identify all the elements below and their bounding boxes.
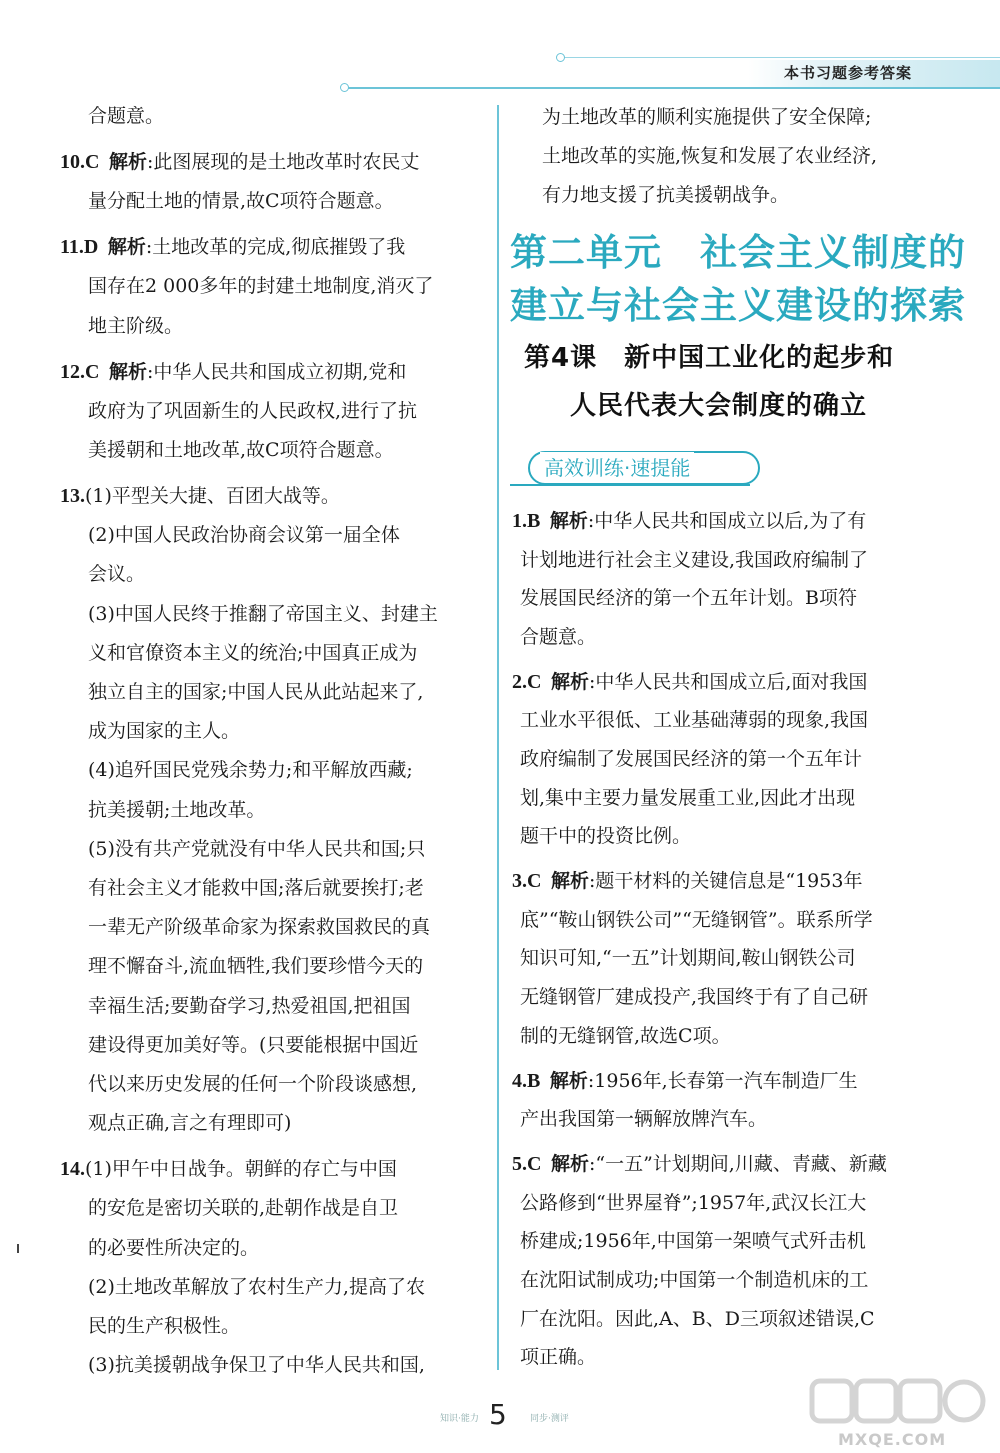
left-line (88, 1110, 291, 1136)
answer-text: 幸福生活;要勤奋学习,热爱祖国,把祖国 (88, 994, 411, 1017)
left-line (88, 188, 394, 214)
right-line (520, 547, 868, 573)
answer-text: 计划地进行社会主义建设,我国政府编制了 (520, 548, 869, 571)
right-line (520, 945, 856, 971)
answer-text: 项正确。 (520, 1346, 597, 1369)
answer-text: 量分配土地的情景,故C项符合题意。 (88, 190, 394, 213)
footer-right: 同步·测评 (530, 1414, 569, 1424)
answer-text: 地主阶级。 (88, 314, 184, 337)
answer-text: 代以来历史发展的任何一个阶段谈感想, (88, 1073, 418, 1095)
left-line (60, 149, 419, 175)
answer-text: (1)平型关大捷、百团大战等。 (85, 485, 340, 507)
answer-text: 抗美援朝;土地改革。 (88, 798, 266, 821)
question-number: 13. (60, 485, 85, 507)
answer-text: :1956年,长春第一汽车制造厂生 (587, 1069, 858, 1092)
answer-text: (3)中国人民终于推翻了帝国主义、封建主 (88, 602, 438, 625)
answer-text: 建设得更加美好等。(只要能根据中国近 (88, 1033, 419, 1056)
answer-text: 政府为了巩固新生的人民政权,进行了抗 (88, 399, 418, 422)
left-line (88, 398, 417, 424)
answer-text: 无缝钢管厂建成投产,我国终于有了自己研 (520, 986, 869, 1008)
right-intro-line: 有力地支援了抗美援朝战争。 (542, 184, 790, 206)
header-dot (556, 53, 565, 62)
answer-text: :土地改革的完成,彻底摧毁了我 (145, 236, 406, 259)
analysis-label: 解析 (550, 870, 589, 893)
answer-text: 工业水平很低、工业基础薄弱的现象,我国 (520, 709, 869, 732)
right-line (520, 907, 873, 933)
footer-left: 知识·能力 (440, 1414, 479, 1424)
analysis-label: 解析 (108, 151, 147, 173)
left-line (88, 914, 430, 940)
left-line (60, 234, 405, 260)
answer-text: (2)土地改革解放了农村生产力,提高了农 (88, 1275, 425, 1298)
answer-text: :此图展现的是土地改革时农民丈 (146, 151, 420, 173)
right-line (512, 508, 866, 534)
right-line (520, 1106, 767, 1132)
right-intro-line: 为土地改革的顺利实施提供了安全保障; (542, 106, 872, 128)
left-line (60, 483, 340, 509)
answer-text: (1)甲午中日战争。朝鲜的存亡与中国 (85, 1158, 397, 1181)
answer-text: 合题意。 (520, 625, 597, 648)
right-line (520, 1228, 866, 1254)
left-line (88, 437, 394, 463)
question-number: 14. (60, 1158, 85, 1181)
left-line (88, 993, 410, 1019)
question-number: 4.B (512, 1069, 541, 1092)
header-thin-rule (560, 57, 1000, 58)
analysis-label: 解析 (549, 510, 588, 532)
left-line (88, 1235, 259, 1261)
answer-text: 观点正确,言之有理即可) (88, 1112, 292, 1135)
left-line (88, 797, 265, 823)
page-number: 5 (489, 1398, 507, 1431)
header-rule (345, 87, 1000, 89)
question-number: 11.D (60, 236, 99, 259)
answer-text: 产出我国第一辆解放牌汽车。 (520, 1108, 768, 1131)
question-number: 5.C (512, 1153, 542, 1176)
left-line (88, 718, 240, 744)
left-line (88, 953, 423, 979)
answer-text: (2)中国人民政治协商会议第一届全体 (88, 524, 400, 547)
answer-text: 国存在2 000多年的封建土地制度,消灭了 (88, 275, 434, 298)
margin-tick (17, 1244, 19, 1253)
left-line (88, 561, 145, 587)
lesson-title-line-2: 人民代表大会制度的确立 (570, 391, 868, 421)
left-line (88, 1195, 398, 1221)
question-number: 12.C (60, 360, 100, 383)
answer-text: 有社会主义才能救中国;落后就要挨打;老 (88, 877, 424, 899)
answer-text: 一辈无产阶级革命家为探索救国救民的真 (88, 916, 431, 939)
left-line (88, 1352, 425, 1378)
right-line (520, 1267, 868, 1293)
analysis-label: 解析 (550, 670, 589, 693)
answer-text: 厂在沈阳。因此,A、B、D三项叙述错误,C (520, 1307, 875, 1330)
answer-text: 合题意。 (88, 105, 165, 127)
answer-text: 美援朝和土地改革,故C项符合题意。 (88, 439, 394, 461)
left-line (88, 679, 423, 705)
left-line (88, 522, 400, 548)
right-line (520, 1306, 875, 1332)
answer-text: :中华人民共和国成立以后,为了有 (587, 510, 867, 532)
right-line (520, 1344, 596, 1370)
left-line (88, 103, 164, 129)
answer-text: 政府编制了发展国民经济的第一个五年计 (520, 748, 863, 770)
question-number: 3.C (512, 870, 542, 893)
answer-text: 制的无缝钢管,故选C项。 (520, 1024, 731, 1047)
answer-text: 桥建成;1956年,中国第一架喷气式歼击机 (520, 1230, 866, 1253)
answer-text: 在沈阳试制成功;中国第一个制造机床的工 (520, 1269, 869, 1291)
answer-text: 知识可知,“一五”计划期间,鞍山钢铁公司 (520, 947, 856, 970)
header-title: 本书习题参考答案 (748, 60, 1000, 87)
left-line (60, 1156, 397, 1182)
left-line (88, 757, 413, 783)
answer-text: :中华人民共和国成立初期,党和 (146, 360, 407, 383)
answer-text: 题干中的投资比例。 (520, 825, 692, 848)
left-line (88, 313, 183, 339)
right-line (512, 1151, 887, 1177)
left-line (88, 1313, 240, 1339)
right-line (520, 1190, 866, 1216)
left-line (88, 836, 425, 862)
unit-title-line-2: 建立与社会主义建设的探索 (510, 284, 966, 327)
question-number: 2.C (512, 670, 542, 693)
left-line (88, 640, 417, 666)
right-line (520, 785, 855, 811)
analysis-label: 解析 (550, 1153, 589, 1176)
answer-text: 发展国民经济的第一个五年计划。B项符 (520, 587, 857, 610)
right-line (520, 984, 868, 1010)
answer-text: 独立自主的国家;中国人民从此站起来了, (88, 681, 424, 703)
question-number: 1.B (512, 510, 541, 532)
unit-title-line-1: 第二单元 社会主义制度的 (510, 231, 966, 274)
right-line (520, 746, 862, 772)
right-line (512, 868, 862, 894)
right-line (520, 585, 857, 611)
left-line (88, 273, 433, 299)
left-line (88, 1274, 425, 1300)
right-line (520, 707, 868, 733)
analysis-label: 解析 (107, 236, 146, 259)
left-line (88, 601, 438, 627)
answer-text: 的必要性所决定的。 (88, 1236, 260, 1259)
right-line (512, 669, 867, 695)
question-number: 10.C (60, 151, 100, 173)
analysis-label: 解析 (108, 360, 147, 383)
right-intro-line: 土地改革的实施,恢复和发展了农业经济, (542, 145, 878, 167)
answer-text: :“一五”计划期间,川藏、青藏、新藏 (588, 1153, 887, 1176)
watermark-text: MXQE.COM (838, 1430, 947, 1449)
answer-text: 公路修到“世界屋脊”;1957年,武汉长江大 (520, 1191, 867, 1214)
lesson-title-line-1: 第4课 新中国工业化的起步和 (524, 343, 895, 373)
answer-text: 民的生产积极性。 (88, 1315, 241, 1337)
answer-text: :题干材料的关键信息是“1953年 (588, 870, 863, 893)
right-line (512, 1068, 858, 1094)
left-line (88, 1071, 417, 1097)
left-line (88, 875, 424, 901)
left-line (88, 1032, 418, 1058)
right-line (520, 1023, 731, 1049)
section-tag-underline (510, 484, 750, 486)
answer-text: :中华人民共和国成立后,面对我国 (588, 670, 868, 693)
answer-text: 义和官僚资本主义的统治;中国真正成为 (88, 641, 418, 664)
answer-text: (5)没有共产党就没有中华人民共和国;只 (88, 837, 426, 860)
header-dot (340, 83, 349, 92)
answer-text: 底”“鞍山钢铁公司”“无缝钢管”。联系所学 (520, 908, 873, 931)
answer-text: 的安危是密切关联的,赴朝作战是自卫 (88, 1197, 399, 1220)
answer-text: (3)抗美援朝战争保卫了中华人民共和国, (88, 1354, 425, 1377)
answer-text: 成为国家的主人。 (88, 720, 241, 743)
answer-text: 理不懈奋斗,流血牺牲,我们要珍惜今天的 (88, 955, 424, 978)
answer-text: (4)追歼国民党残余势力;和平解放西藏; (88, 759, 413, 782)
column-divider (497, 105, 499, 1370)
right-line (520, 624, 596, 650)
answer-text: 会议。 (88, 563, 146, 586)
right-line (520, 823, 691, 849)
answer-text: 划,集中主要力量发展重工业,因此才出现 (520, 786, 856, 809)
section-tag: 高效训练·速提能 (540, 452, 694, 481)
analysis-label: 解析 (549, 1069, 588, 1092)
left-line (60, 359, 406, 385)
